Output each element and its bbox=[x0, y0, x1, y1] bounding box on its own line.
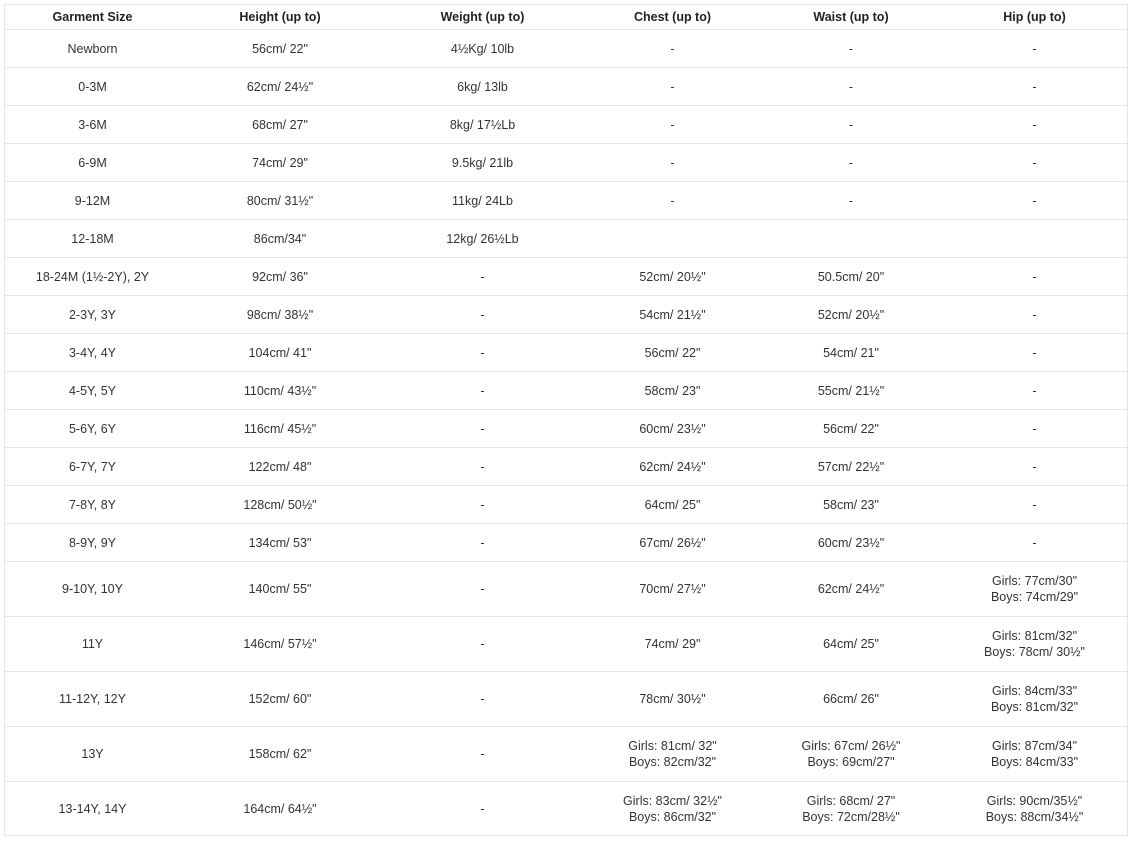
weight-cell: - bbox=[380, 258, 585, 296]
waist-cell: - bbox=[760, 144, 942, 182]
hip-cell: Girls: 77cm/30" Boys: 74cm/29" bbox=[942, 562, 1127, 617]
table-row bbox=[5, 106, 1127, 144]
chest-cell: - bbox=[585, 106, 760, 144]
waist-cell: 52cm/ 20½" bbox=[760, 296, 942, 334]
chest-cell: Girls: 81cm/ 32" Boys: 82cm/32" bbox=[585, 727, 760, 782]
height-cell: 140cm/ 55" bbox=[180, 562, 380, 617]
height-cell: 122cm/ 48" bbox=[180, 448, 380, 486]
size-chart-panel bbox=[4, 4, 1128, 836]
weight-cell: - bbox=[380, 410, 585, 448]
weight-cell: - bbox=[380, 372, 585, 410]
garment-size-cell: 5-6Y, 6Y bbox=[5, 410, 180, 448]
weight-cell: 12kg/ 26½Lb bbox=[380, 220, 585, 258]
garment-size-cell: 6-7Y, 7Y bbox=[5, 448, 180, 486]
hip-cell: - bbox=[942, 182, 1127, 220]
garment-size-cell: 3-6M bbox=[5, 106, 180, 144]
weight-cell: 6kg/ 13lb bbox=[380, 68, 585, 106]
waist-cell: 64cm/ 25" bbox=[760, 617, 942, 672]
height-cell: 110cm/ 43½" bbox=[180, 372, 380, 410]
table-row bbox=[5, 448, 1127, 486]
hip-cell: Girls: 84cm/33" Boys: 81cm/32" bbox=[942, 672, 1127, 727]
weight-cell: - bbox=[380, 562, 585, 617]
waist-cell bbox=[760, 220, 942, 258]
waist-cell: Girls: 68cm/ 27" Boys: 72cm/28½" bbox=[760, 782, 942, 837]
weight-cell: - bbox=[380, 334, 585, 372]
garment-size-cell: 8-9Y, 9Y bbox=[5, 524, 180, 562]
garment-size-cell: 9-10Y, 10Y bbox=[5, 562, 180, 617]
weight-cell: - bbox=[380, 782, 585, 837]
waist-cell: - bbox=[760, 30, 942, 68]
chest-cell: 64cm/ 25" bbox=[585, 486, 760, 524]
chest-cell: 58cm/ 23" bbox=[585, 372, 760, 410]
weight-cell: - bbox=[380, 617, 585, 672]
waist-cell: 55cm/ 21½" bbox=[760, 372, 942, 410]
garment-size-cell: 0-3M bbox=[5, 68, 180, 106]
weight-cell: - bbox=[380, 448, 585, 486]
garment-size-cell: 11Y bbox=[5, 617, 180, 672]
height-cell: 128cm/ 50½" bbox=[180, 486, 380, 524]
chest-cell: 78cm/ 30½" bbox=[585, 672, 760, 727]
waist-cell: - bbox=[760, 182, 942, 220]
garment-size-cell: Newborn bbox=[5, 30, 180, 68]
table-row bbox=[5, 782, 1127, 837]
hip-cell: - bbox=[942, 448, 1127, 486]
hip-cell: - bbox=[942, 486, 1127, 524]
table-row bbox=[5, 296, 1127, 334]
table-row bbox=[5, 258, 1127, 296]
table-row bbox=[5, 727, 1127, 782]
height-cell: 62cm/ 24½" bbox=[180, 68, 380, 106]
table-row bbox=[5, 672, 1127, 727]
hip-cell bbox=[942, 220, 1127, 258]
size-chart-body bbox=[5, 30, 1127, 837]
waist-cell: - bbox=[760, 68, 942, 106]
garment-size-cell: 11-12Y, 12Y bbox=[5, 672, 180, 727]
chest-cell: 62cm/ 24½" bbox=[585, 448, 760, 486]
garment-size-cell: 13Y bbox=[5, 727, 180, 782]
garment-size-cell: 9-12M bbox=[5, 182, 180, 220]
header-garment-size: Garment Size bbox=[5, 5, 180, 30]
garment-size-cell: 2-3Y, 3Y bbox=[5, 296, 180, 334]
hip-cell: - bbox=[942, 296, 1127, 334]
chest-cell: - bbox=[585, 182, 760, 220]
table-row bbox=[5, 220, 1127, 258]
header-row bbox=[5, 5, 1127, 30]
weight-cell: 4½Kg/ 10lb bbox=[380, 30, 585, 68]
table-row bbox=[5, 562, 1127, 617]
hip-cell: - bbox=[942, 68, 1127, 106]
height-cell: 134cm/ 53" bbox=[180, 524, 380, 562]
height-cell: 80cm/ 31½" bbox=[180, 182, 380, 220]
table-row bbox=[5, 486, 1127, 524]
chest-cell bbox=[585, 220, 760, 258]
table-row bbox=[5, 30, 1127, 68]
waist-cell: 66cm/ 26" bbox=[760, 672, 942, 727]
table-row bbox=[5, 617, 1127, 672]
chest-cell: - bbox=[585, 30, 760, 68]
height-cell: 164cm/ 64½" bbox=[180, 782, 380, 837]
table-row bbox=[5, 372, 1127, 410]
weight-cell: - bbox=[380, 672, 585, 727]
hip-cell: - bbox=[942, 30, 1127, 68]
header-chest: Chest (up to) bbox=[585, 5, 760, 30]
hip-cell: - bbox=[942, 144, 1127, 182]
waist-cell: 54cm/ 21" bbox=[760, 334, 942, 372]
height-cell: 56cm/ 22" bbox=[180, 30, 380, 68]
hip-cell: - bbox=[942, 372, 1127, 410]
chest-cell: Girls: 83cm/ 32½" Boys: 86cm/32" bbox=[585, 782, 760, 837]
hip-cell: - bbox=[942, 106, 1127, 144]
chest-cell: 52cm/ 20½" bbox=[585, 258, 760, 296]
garment-size-cell: 7-8Y, 8Y bbox=[5, 486, 180, 524]
garment-size-cell: 4-5Y, 5Y bbox=[5, 372, 180, 410]
garment-size-cell: 6-9M bbox=[5, 144, 180, 182]
hip-cell: - bbox=[942, 524, 1127, 562]
chest-cell: 70cm/ 27½" bbox=[585, 562, 760, 617]
header-hip: Hip (up to) bbox=[942, 5, 1127, 30]
hip-cell: Girls: 90cm/35½" Boys: 88cm/34½" bbox=[942, 782, 1127, 837]
height-cell: 158cm/ 62" bbox=[180, 727, 380, 782]
table-row bbox=[5, 334, 1127, 372]
height-cell: 74cm/ 29" bbox=[180, 144, 380, 182]
table-row bbox=[5, 410, 1127, 448]
table-row bbox=[5, 182, 1127, 220]
chest-cell: - bbox=[585, 144, 760, 182]
waist-cell: Girls: 67cm/ 26½" Boys: 69cm/27" bbox=[760, 727, 942, 782]
weight-cell: - bbox=[380, 727, 585, 782]
garment-size-cell: 13-14Y, 14Y bbox=[5, 782, 180, 837]
garment-size-cell: 3-4Y, 4Y bbox=[5, 334, 180, 372]
chest-cell: - bbox=[585, 68, 760, 106]
header-waist: Waist (up to) bbox=[760, 5, 942, 30]
chest-cell: 56cm/ 22" bbox=[585, 334, 760, 372]
table-row bbox=[5, 524, 1127, 562]
garment-size-cell: 18-24M (1½-2Y), 2Y bbox=[5, 258, 180, 296]
waist-cell: 58cm/ 23" bbox=[760, 486, 942, 524]
size-chart-table bbox=[5, 5, 1127, 836]
height-cell: 86cm/34" bbox=[180, 220, 380, 258]
waist-cell: 57cm/ 22½" bbox=[760, 448, 942, 486]
weight-cell: 9.5kg/ 21lb bbox=[380, 144, 585, 182]
height-cell: 104cm/ 41" bbox=[180, 334, 380, 372]
chest-cell: 74cm/ 29" bbox=[585, 617, 760, 672]
hip-cell: Girls: 81cm/32" Boys: 78cm/ 30½" bbox=[942, 617, 1127, 672]
header-weight: Weight (up to) bbox=[380, 5, 585, 30]
weight-cell: - bbox=[380, 486, 585, 524]
height-cell: 152cm/ 60" bbox=[180, 672, 380, 727]
waist-cell: - bbox=[760, 106, 942, 144]
weight-cell: - bbox=[380, 296, 585, 334]
chest-cell: 54cm/ 21½" bbox=[585, 296, 760, 334]
table-row bbox=[5, 144, 1127, 182]
height-cell: 116cm/ 45½" bbox=[180, 410, 380, 448]
hip-cell: - bbox=[942, 410, 1127, 448]
waist-cell: 60cm/ 23½" bbox=[760, 524, 942, 562]
weight-cell: 11kg/ 24Lb bbox=[380, 182, 585, 220]
height-cell: 68cm/ 27" bbox=[180, 106, 380, 144]
chest-cell: 67cm/ 26½" bbox=[585, 524, 760, 562]
hip-cell: - bbox=[942, 334, 1127, 372]
hip-cell: Girls: 87cm/34" Boys: 84cm/33" bbox=[942, 727, 1127, 782]
hip-cell: - bbox=[942, 258, 1127, 296]
waist-cell: 50.5cm/ 20" bbox=[760, 258, 942, 296]
height-cell: 92cm/ 36" bbox=[180, 258, 380, 296]
weight-cell: - bbox=[380, 524, 585, 562]
header-height: Height (up to) bbox=[180, 5, 380, 30]
weight-cell: 8kg/ 17½Lb bbox=[380, 106, 585, 144]
table-row bbox=[5, 68, 1127, 106]
height-cell: 146cm/ 57½" bbox=[180, 617, 380, 672]
chest-cell: 60cm/ 23½" bbox=[585, 410, 760, 448]
waist-cell: 56cm/ 22" bbox=[760, 410, 942, 448]
height-cell: 98cm/ 38½" bbox=[180, 296, 380, 334]
waist-cell: 62cm/ 24½" bbox=[760, 562, 942, 617]
garment-size-cell: 12-18M bbox=[5, 220, 180, 258]
